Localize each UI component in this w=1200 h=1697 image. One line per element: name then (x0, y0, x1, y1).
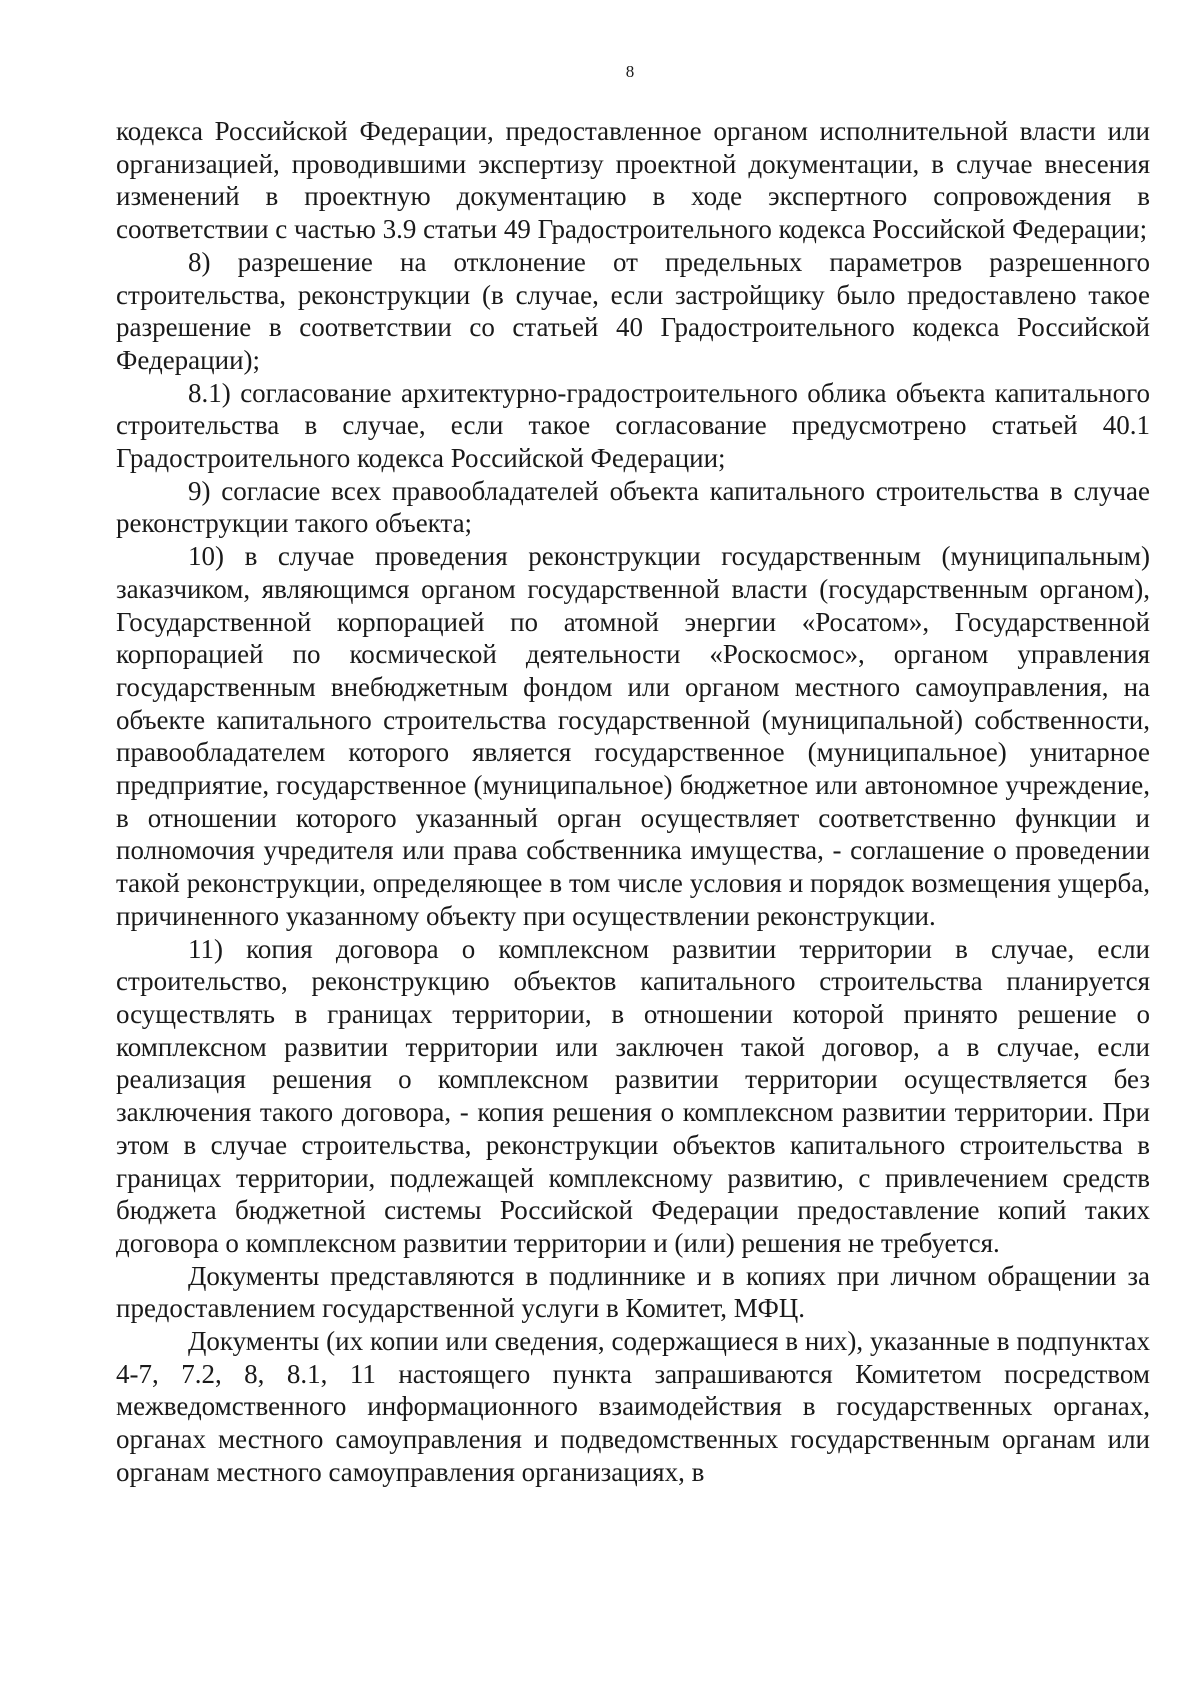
document-body (116, 115, 1150, 1489)
paragraph-documents-request: Документы (их копии или сведения, содержащиеся в них), указанные в подпунктах 4-7, 7.2, 8, 8.1, 11 настоящего пункта запрашиваются Комитетом посредством межведомственного информационного взаимодействия в государственных органах, органах местного самоуправления и подведомственных государственным органам или органам местного самоуправления организациях, в (116, 1326, 1150, 1487)
paragraph-item-8: 8) разрешение на отклонение от предельных параметров разрешенного строительства, реконструкции (в случае, если застройщику было предоставлено такое разрешение в соответствии со статьей 40 Градостроительного кодекса Российской Федерации); (116, 246, 1150, 375)
paragraph-continuation: кодекса Российской Федерации, предоставленное органом исполнительной власти или организацией, проводившими экспертизу проектной документации, в случае внесения изменений в проектную документацию в ходе экспертного сопровождения в соответствии с частью 3.9 статьи 49 Градостроительного кодекса Российской Федерации; (116, 116, 1150, 245)
paragraph-item-11: 11) копия договора о комплексном развитии территории в случае, если строительство, реконструкцию объектов капитального строительства планируется осуществлять в границах территории, в отношении которой принято решение о комплексном развитии территории или заключен такой договор, а в случае, если реализация решения о комплексном развитии территории осуществляется без заключения такого договора, - копия решения о комплексном развитии территории. При этом в случае строительства, реконструкции объектов капитального строительства в границах территории, подлежащей комплексному развитию, с привлечением средств бюджета бюджетной системы Российской Федерации предоставление копий таких договора о комплексном развитии территории и (или) решения не требуется. (116, 933, 1150, 1258)
paragraph-item-10: 10) в случае проведения реконструкции государственным (муниципальным) заказчиком, являющимся органом государственной власти (государственным органом), Государственной корпорацией по атомной энергии «Росатом», Государственной корпорацией по космической деятельности «Роскосмос», органом управления государственным внебюджетным фондом или органом местного самоуправления, на объекте капитального строительства государственной (муниципальной) собственности, правообладателем которого является государственное (муниципальное) унитарное предприятие, государственное (муниципальное) бюджетное или автономное учреждение, в отношении которого указанный орган осуществляет соответственно функции и полномочия учредителя или права собственника имущества, - соглашение о проведении такой реконструкции, определяющее в том числе условия и порядок возмещения ущерба, причиненного указанному объекту при осуществлении реконструкции. (116, 541, 1150, 931)
page-number: 8 (625, 62, 635, 81)
paragraph-item-9: 9) согласие всех правообладателей объекта капитального строительства в случае реконструкции такого объекта; (116, 475, 1150, 539)
paragraph-documents-submission: Документы представляются в подлиннике и в копиях при личном обращении за предоставлением государственной услуги в Комитет, МФЦ. (116, 1260, 1150, 1324)
paragraph-item-8-1: 8.1) согласование архитектурно-градостроительного облика объекта капитального строительства в случае, если такое согласование предусмотрено статьей 40.1 Градостроительного кодекса Российской Федерации; (116, 377, 1150, 474)
